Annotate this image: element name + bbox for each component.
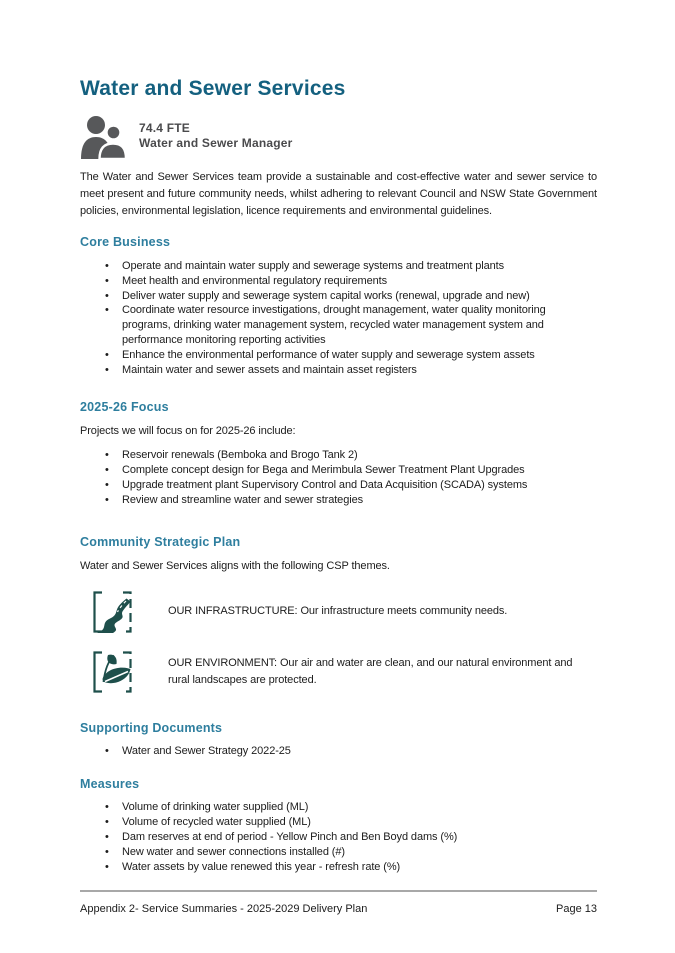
footer-page-number: Page 13 xyxy=(556,903,597,916)
people-icon xyxy=(80,115,127,159)
csp-theme-environment xyxy=(88,648,597,696)
bullet-text: Upgrade treatment plant Supervisory Control and Data Acquisition (SCADA) systems xyxy=(122,478,528,491)
bullet-text: Volume of recycled water supplied (ML) xyxy=(122,816,311,829)
heading-focus: 2025-26 Focus xyxy=(80,400,169,415)
bullet-text: Water assets by value renewed this year - refresh rate (%) xyxy=(122,860,401,873)
bullet-text: Review and streamline water and sewer strategies xyxy=(122,493,363,506)
bullet-item xyxy=(80,259,597,274)
bullet-text: Operate and maintain water supply and sewerage systems and treatment plants xyxy=(122,260,504,272)
footer-left-text: Appendix 2- Service Summaries - 2025-2029 Delivery Plan xyxy=(80,903,368,916)
csp-intro: Water and Sewer Services aligns with the following CSP themes. xyxy=(80,559,390,572)
bullet-item xyxy=(80,493,597,508)
bullet-item xyxy=(80,830,597,845)
focus-list xyxy=(80,448,597,507)
bullet-text: Dam reserves at end of period - Yellow Pinch and Ben Boyd dams (%) xyxy=(122,830,458,843)
bullet-item xyxy=(80,800,597,815)
heading-measures: Measures xyxy=(80,777,140,792)
road-icon xyxy=(88,588,137,636)
heading-supporting-documents: Supporting Documents xyxy=(80,720,223,735)
leaf-icon xyxy=(88,648,137,696)
bullet-text: Coordinate water resource investigations, drought management, water quality monitoring programs, drinking water management system, recycled water management system and performance monitoring reporting activities xyxy=(122,304,546,346)
bullet-text: Volume of drinking water supplied (ML) xyxy=(122,801,309,814)
page-footer xyxy=(80,890,597,915)
heading-csp: Community Strategic Plan xyxy=(80,534,241,549)
bullet-item xyxy=(80,448,597,463)
bullet-item xyxy=(80,744,597,759)
bullet-text: Deliver water supply and sewerage system capital works (renewal, upgrade and new) xyxy=(122,289,530,302)
bullet-item xyxy=(80,815,597,830)
bullet-text: New water and sewer connections installed (#) xyxy=(122,845,345,858)
core-business-list xyxy=(80,259,597,377)
bullet-item xyxy=(80,363,597,378)
manager-text-block xyxy=(139,121,293,159)
page-title: Water and Sewer Services xyxy=(80,77,346,100)
bullet-item xyxy=(80,845,597,860)
measures-list xyxy=(80,800,597,874)
service-manager-block xyxy=(80,115,597,159)
csp-theme-text: OUR ENVIRONMENT: Our air and water are clean, and our natural environment and rural landscapes are protected. xyxy=(168,656,573,686)
manager-title: Water and Sewer Manager xyxy=(139,136,293,150)
bullet-item xyxy=(80,274,597,289)
bullet-text: Maintain water and sewer assets and maintain asset registers xyxy=(122,363,417,376)
focus-intro: Projects we will focus on for 2025-26 include: xyxy=(80,425,296,438)
bullet-item xyxy=(80,478,597,493)
bullet-text: Water and Sewer Strategy 2022-25 xyxy=(122,744,291,757)
bullet-text: Meet health and environmental regulatory requirements xyxy=(122,274,387,287)
csp-theme-text: OUR INFRASTRUCTURE: Our infrastructure meets community needs. xyxy=(168,605,508,618)
bullet-item xyxy=(80,463,597,478)
bullet-text: Enhance the environmental performance of water supply and sewerage system assets xyxy=(122,348,535,361)
bullet-text: Complete concept design for Bega and Merimbula Sewer Treatment Plant Upgrades xyxy=(122,464,525,477)
bullet-item xyxy=(80,289,597,304)
supporting-documents-list xyxy=(80,744,597,759)
heading-core-business: Core Business xyxy=(80,235,171,249)
bullet-item xyxy=(80,303,597,347)
csp-theme-infrastructure xyxy=(88,588,597,636)
fte-value: 74.4 FTE xyxy=(139,121,190,135)
service-description: The Water and Sewer Services team provide a sustainable and cost-effective water and sewer service to meet present and future community needs, whilst adhering to relevant Council and NSW State Government policies, environmental legislation, licence requirements and environmental guidelines. xyxy=(80,171,597,217)
bullet-item xyxy=(80,860,597,875)
bullet-text: Reservoir renewals (Bemboka and Brogo Tank 2) xyxy=(122,449,358,462)
bullet-item xyxy=(80,348,597,363)
